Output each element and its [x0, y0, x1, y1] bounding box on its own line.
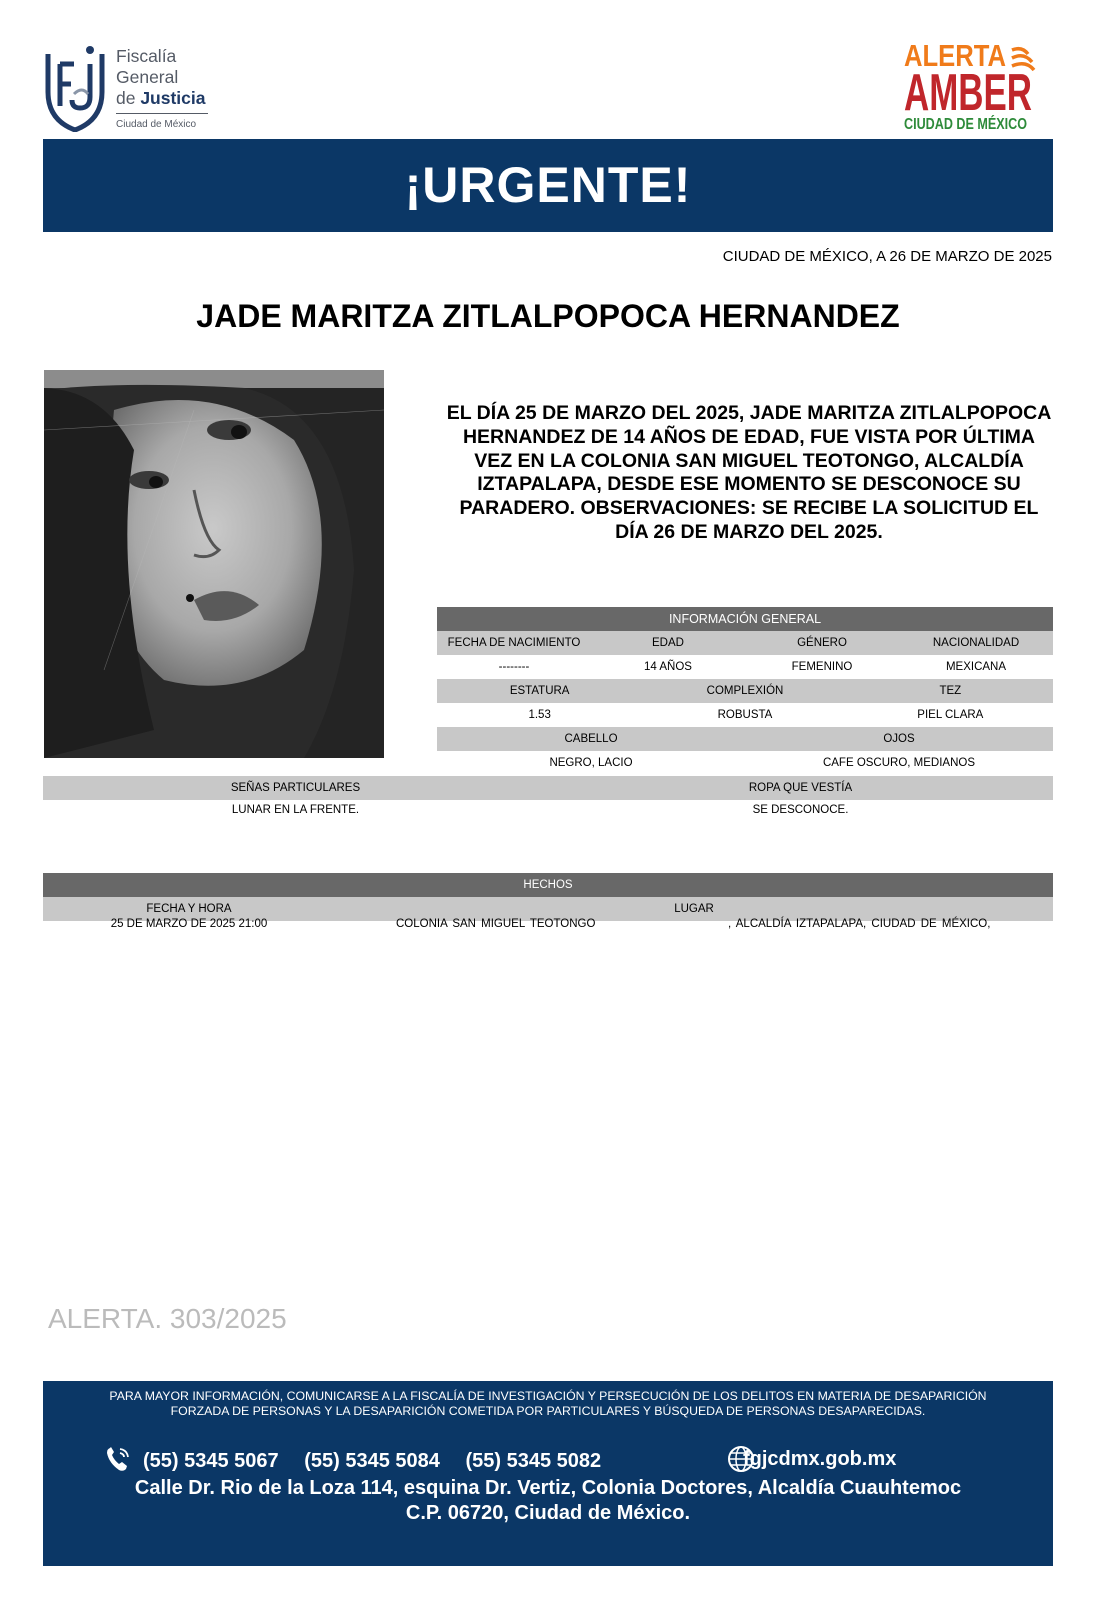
label-lugar: LUGAR: [674, 903, 714, 915]
info-row-2-labels: [437, 679, 1053, 703]
phone-icon: [105, 1445, 131, 1473]
footer-info-line-2: FORZADA DE PERSONAS Y LA DESAPARICIÓN COMETIDA POR PARTICULARES Y BÚSQUEDA DE PERSONAS DESAPARECIDAS.: [170, 1404, 926, 1418]
fgj-line-1: Fiscalía: [116, 46, 177, 66]
value-complexion: ROBUSTA: [717, 709, 773, 721]
value-ropa: SE DESCONOCE.: [752, 804, 849, 816]
fgj-logo-mark: [44, 42, 106, 132]
phone-number-1[interactable]: (55) 5345 5067: [143, 1450, 279, 1472]
value-ojos: CAFE OSCURO, MEDIANOS: [822, 757, 976, 769]
value-estatura: 1.53: [528, 709, 551, 721]
alert-number: ALERTA. 303/2025: [48, 1303, 287, 1334]
footer-phones: [143, 1450, 621, 1473]
amber-line-2: AMBER: [904, 64, 1032, 122]
person-name: JADE MARITZA ZITLALPOPOCA HERNANDEZ: [196, 298, 900, 334]
footer-website[interactable]: fgjcdmx.gob.mx: [743, 1448, 897, 1470]
address-line-2: C.P. 06720, Ciudad de México.: [405, 1502, 691, 1524]
footer-address: [43, 1476, 1053, 1526]
phone-number-2[interactable]: (55) 5345 5084: [304, 1450, 440, 1472]
info-row-2-values: [437, 703, 1053, 727]
value-lugar-alcaldia: , ALCALDÍA IZTAPALAPA, CIUDAD DE MÉXICO,: [728, 918, 991, 930]
label-ropa: ROPA QUE VESTÍA: [748, 782, 853, 794]
amber-line-3: CIUDAD DE MÉXICO: [904, 116, 1027, 133]
value-fecha-hora: 25 DE MARZO DE 2025 21:00: [110, 918, 268, 930]
label-senas-particulares: SEÑAS PARTICULARES: [230, 782, 361, 794]
urgent-title: ¡URGENTE!: [404, 157, 692, 213]
label-ojos: OJOS: [883, 733, 915, 745]
value-edad: 14 AÑOS: [644, 661, 692, 673]
value-tez: PIEL CLARA: [917, 709, 984, 721]
label-complexion: COMPLEXIÓN: [706, 685, 784, 697]
info-row-1-labels: [437, 631, 1053, 655]
contact-footer: [43, 1381, 1053, 1566]
fgj-divider: [116, 113, 208, 114]
value-genero: FEMENINO: [791, 661, 853, 673]
value-lugar-colonia: COLONIA SAN MIGUEL TEOTONGO: [396, 918, 596, 930]
phone-number-3[interactable]: (55) 5345 5082: [465, 1450, 602, 1472]
missing-person-photo: [44, 370, 384, 758]
hechos-title: HECHOS: [523, 879, 573, 891]
value-fecha-nacimiento: --------: [498, 661, 530, 673]
particulares-values: [43, 800, 1053, 820]
label-genero: GÉNERO: [797, 637, 847, 649]
dateline: CIUDAD DE MÉXICO, A 26 DE MARZO DE 2025: [722, 248, 1052, 265]
hechos-title-bar: [43, 873, 1053, 897]
label-estatura: ESTATURA: [509, 685, 570, 697]
info-general-title-bar: [437, 607, 1053, 631]
value-cabello: NEGRO, LACIO: [549, 757, 633, 769]
fgj-subtitle: Ciudad de México: [116, 119, 197, 130]
fgj-line-2: General: [116, 67, 179, 87]
incident-description: EL DÍA 25 DE MARZO DEL 2025, JADE MARITZA ZITLALPOPOCA HERNANDEZ DE 14 AÑOS DE EDAD, FUE VISTA POR ÚLTIMA VEZ EN LA COLONIA SAN MIGUEL TEOTONGO, ALCALDÍA IZTAPALAPA, DESDE ESE MOMENTO SE DESCONOCE SU PARADERO. OBSERVACIONES: SE RECIBE LA SOLICITUD EL DÍA 26 DE MARZO DEL 2025.: [446, 402, 1052, 543]
fgj-line-3: de Justicia: [116, 88, 206, 108]
address-line-1: Calle Dr. Rio de la Loza 114, esquina Dr. Vertiz, Colonia Doctores, Alcaldía Cuauhtemoc: [134, 1477, 962, 1499]
info-row-3-values: [437, 751, 1053, 775]
alerta-amber-logo: [904, 36, 1054, 136]
info-row-1-values: [437, 655, 1053, 679]
label-fecha-hora: FECHA Y HORA: [146, 903, 232, 915]
particulares-labels: [43, 776, 1053, 800]
amber-line-1: ALERTA: [904, 38, 1006, 73]
value-senas-particulares: LUNAR EN LA FRENTE.: [231, 804, 360, 816]
urgent-banner: [43, 139, 1053, 232]
label-fecha-nacimiento: FECHA DE NACIMIENTO: [447, 637, 581, 649]
fgj-logo-text: [116, 46, 206, 109]
value-nacionalidad: MEXICANA: [945, 661, 1007, 673]
label-cabello: CABELLO: [564, 733, 618, 745]
info-row-3-labels: [437, 727, 1053, 751]
footer-info-line-1: PARA MAYOR INFORMACIÓN, COMUNICARSE A LA FISCALÍA DE INVESTIGACIÓN Y PERSECUCIÓN DE LOS DELITOS EN MATERIA DE DESAPARICIÓN: [109, 1389, 987, 1403]
info-general-title: INFORMACIÓN GENERAL: [668, 612, 822, 626]
label-tez: TEZ: [939, 685, 962, 697]
label-edad: EDAD: [652, 637, 684, 649]
label-nacionalidad: NACIONALIDAD: [932, 637, 1020, 649]
footer-info: [43, 1389, 1053, 1419]
